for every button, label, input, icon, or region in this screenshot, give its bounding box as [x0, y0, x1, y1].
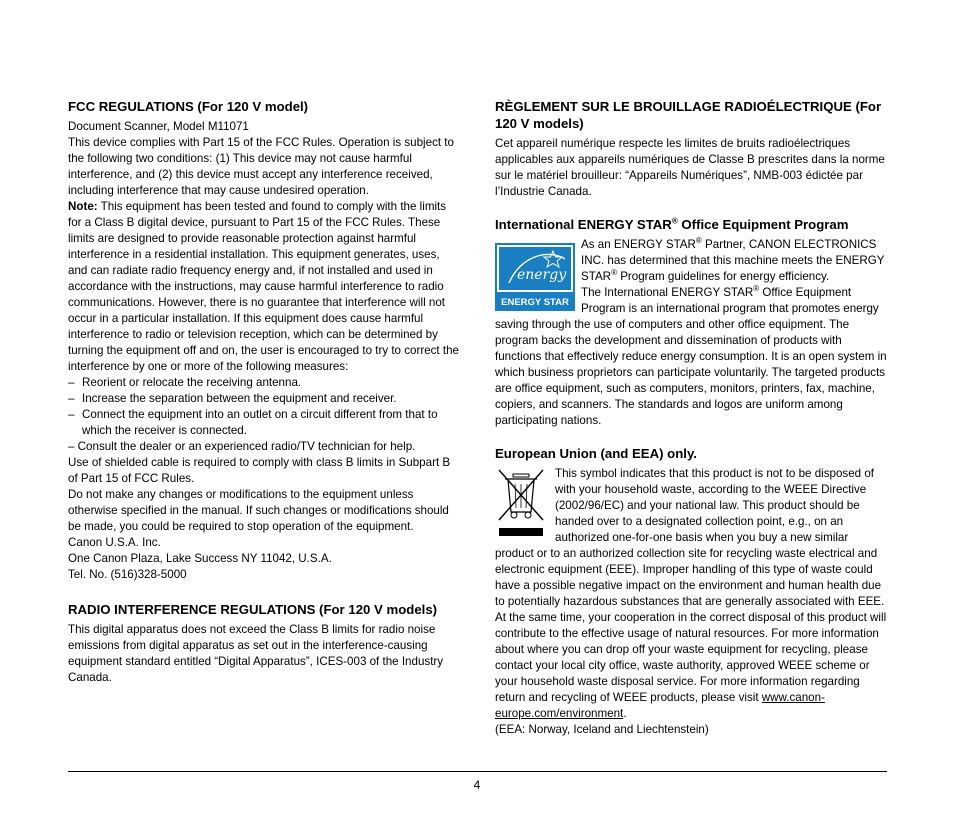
canon-environment-link[interactable]: www.canon-europe.com/environment: [495, 691, 825, 720]
reglement-text: Cet appareil numérique respecte les limites de bruits radioélectriques applicables aux appareils numériques de Classe B prescrites dans la norme sur le matériel brouilleur: “Appareils Numériques”, NMB-003 édictée par l’Industrie Canada.: [495, 137, 885, 198]
fcc-model: Document Scanner, Model M11071: [68, 120, 249, 133]
address-line: Tel. No. (516)328-5000: [68, 568, 187, 581]
eu-text: This symbol indicates that this product is not to be disposed of with your household waste, according to the WEEE Directive (2002/96/EC) and your national law. This product should be handed over to a designated collection point, e.g., on an authorized one-for-one basis when you buy a new similar product or to an authorized collection site for recycling waste electrical and electronic equipment (EEE). Improper handling of this type of waste could have a possible negative impact on the environment and human health due to potentially hazardous substances that are generally associated with EEE. At the same time, your cooperation in the correct disposal of this product will contribute to the effective usage of natural resources. For more information about where you can drop off your waste equipment for recycling, please contact your local city office, waste authority, approved WEEE scheme or your household waste disposal service. For more information regarding return and recycling of WEEE products, please visit www.canon-europe.com/environment.: [495, 467, 887, 720]
weee-crossed-bin-icon: [495, 468, 547, 540]
svg-text:energy: energy: [517, 267, 567, 283]
note-text: This equipment has been tested and found to comply with the limits for a Class B digital device, pursuant to Part 15 of the FCC Rules. These limits are designed to provide reasonable protection against harmful interference in a residential installation. This equipment generates, uses, and can radiate radio frequency energy and, if not installed and used in accordance with the instructions, may cause harmful interference to radio communications. However, there is no guarantee that interference will not occur in a particular installation. If this equipment does cause harmful interference to radio or television reception, which can be determined by turning the equipment off and on, the user is encouraged to try to correct the interference by one or more of the following measures:: [68, 200, 459, 373]
radio-text: This digital apparatus does not exceed the Class B limits for radio noise emissions from digital apparatus as set out in the interference-causing equipment standard entitled “Digital Apparatus”, ICES-003 of the Industry Canada.: [68, 623, 444, 684]
energy-p2: The International ENERGY STAR® Office Equipment Program is an international program that promotes energy saving through the use of computers and other office equipment. The program backs the development and dissemination of products with functions that effectively reduce energy consumption. It is an open system in which business proprietors can participate voluntarily. The targeted products are office equipment, such as computers, monitors, printers, fax, machine, copiers, and scanners. The standards and logos are uniform among participating nations.: [495, 284, 887, 427]
address-line: One Canon Plaza, Lake Success NY 11042, U.S.A.: [68, 552, 332, 565]
left-column: [68, 98, 460, 686]
measure-item: – Increase the separation between the equipment and receiver.: [68, 391, 460, 407]
energy-star-logo: [495, 243, 575, 311]
eu-heading: European Union (and EEA) only.: [495, 446, 697, 461]
fcc-shielded: Use of shielded cable is required to comply with class B limits in Subpart B of Part 15 of FCC Rules.: [68, 456, 451, 485]
eea-note: (EEA: Norway, Iceland and Liechtenstein): [495, 723, 709, 736]
address-line: Canon U.S.A. Inc.: [68, 536, 161, 549]
measure-item: – Connect the equipment into an outlet on a circuit different from that to which the receiver is connected.: [68, 407, 460, 439]
page-number: 4: [473, 778, 481, 792]
measure-item-last: – Consult the dealer or an experienced radio/TV technician for help.: [68, 440, 416, 453]
fcc-modifications: Do not make any changes or modifications to the equipment unless otherwise specified in the manual. If such changes or modifications should be made, you could be required to stop operation of the equipment.: [68, 488, 449, 533]
reglement-heading: RÈGLEMENT SUR LE BROUILLAGE RADIOÉLECTRIQUE (For 120 V models): [495, 99, 882, 131]
energy-star-heading: International ENERGY STAR® Office Equipment Program: [495, 216, 849, 232]
footer-rule: [68, 771, 887, 772]
radio-heading: RADIO INTERFERENCE REGULATIONS (For 120 V models): [68, 602, 438, 617]
note-label: Note:: [68, 200, 98, 213]
measure-item: – Reorient or relocate the receiving antenna.: [68, 375, 460, 391]
svg-text:ENERGY STAR: ENERGY STAR: [501, 297, 569, 308]
right-column: [495, 98, 887, 738]
fcc-intro: This device complies with Part 15 of the FCC Rules. Operation is subject to the following two conditions: (1) This device may not cause harmful interference, and (2) this device must accept any interference received, including interference that may cause undesired operation.: [68, 136, 454, 197]
energy-p1: As an ENERGY STAR® Partner, CANON ELECTRONICS INC. has determined that this machine meets the ENERGY STAR® Program guidelines for energy efficiency.: [581, 236, 885, 283]
fcc-note: [68, 199, 460, 375]
fcc-heading: FCC REGULATIONS (For 120 V model): [68, 99, 309, 114]
